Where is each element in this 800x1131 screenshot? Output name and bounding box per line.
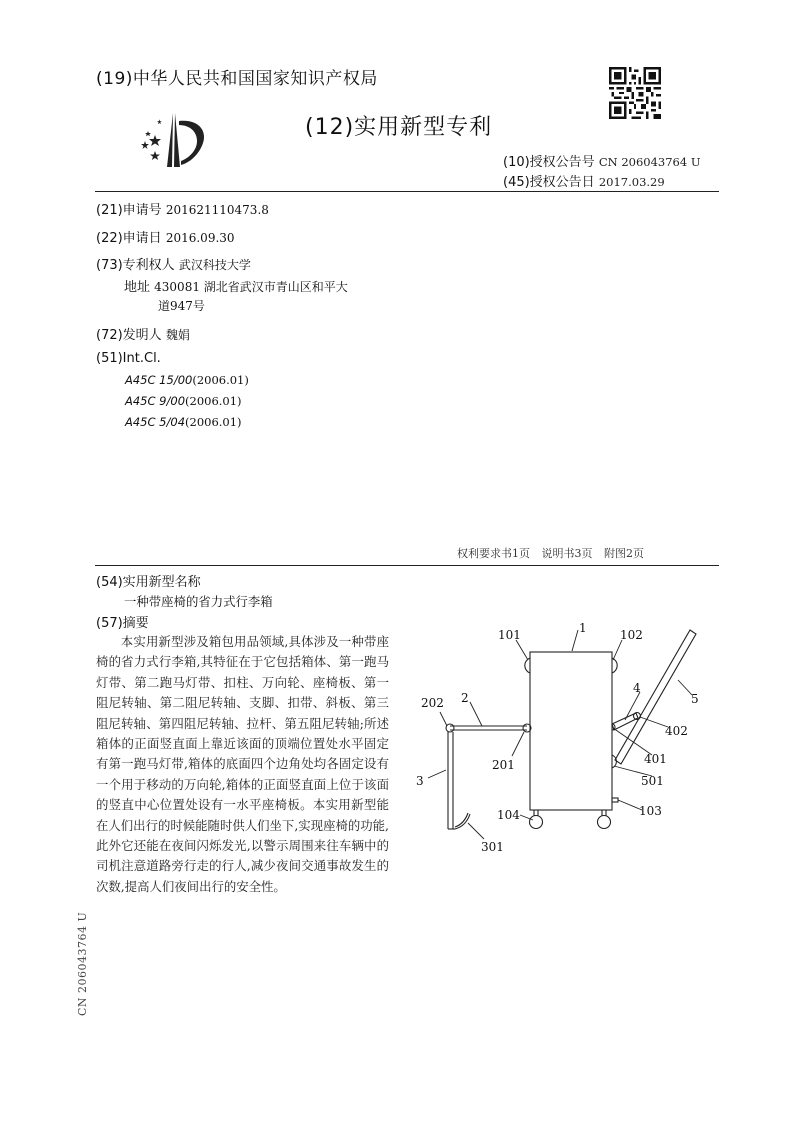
label-201: 201 xyxy=(492,758,515,772)
int-cl-code: A45C 5/04 xyxy=(125,415,186,429)
label-401: 401 xyxy=(644,752,667,766)
label-3: 3 xyxy=(416,774,424,788)
address-line-2: 道947号 xyxy=(158,299,205,313)
filing-date-label: (22)申请日 xyxy=(96,231,162,246)
publication-date-label: (45)授权公告日 xyxy=(503,175,595,190)
pull-handle xyxy=(615,630,696,764)
application-number-row xyxy=(96,199,269,218)
application-number-label: (21)申请号 xyxy=(96,203,162,218)
label-1: 1 xyxy=(579,621,587,635)
header-divider xyxy=(95,191,719,192)
luggage-box xyxy=(530,652,612,810)
abstract-label: (57)摘要 xyxy=(96,616,149,631)
application-number: 201621110473.8 xyxy=(165,203,269,217)
patentee: 武汉科技大学 xyxy=(178,258,251,272)
utility-model-title-text: 一种带座椅的省力式行李箱 xyxy=(124,594,273,609)
inventor-label: (72)发明人 xyxy=(96,328,162,343)
abstract-text: 本实用新型涉及箱包用品领域,具体涉及一种带座椅的省力式行李箱,其特征在于它包括箱体、第一跑马灯带、第二跑马灯带、扣柱、万向轮、座椅板、第一阻尼转轴、第二阻尼转轴、支脚、扣带、斜板、第三阻尼转轴、第四阻尼转轴、拉杆、第五阻尼转轴;所述箱体的正面竖直面上靠近该面的顶端位置处水平固定有第一跑马灯带,箱体的底面四个边角处均各固定设有一个用于移动的万向轮,箱体的正面竖直面上位于该面的竖直中心位置处设有一水平座椅板。本实用新型能在人们出行的时候能随时供人们坐下,实现座椅的功能,此外它还能在夜间闪烁发光,以警示周围来往车辆中的司机注意道路旁行走的行人,减少夜间交通事故发生的次数,提高人们夜间出行的安全性。 xyxy=(96,634,389,894)
inventor-row xyxy=(96,324,190,343)
publication-number-row xyxy=(503,151,701,170)
int-cl-code: A45C 15/00 xyxy=(125,373,193,387)
label-2: 2 xyxy=(461,691,469,705)
hinge-202 xyxy=(446,724,454,732)
wheel-left xyxy=(530,816,543,829)
filing-date: 2016.09.30 xyxy=(165,231,235,245)
publication-number: CN 206043764 U xyxy=(598,155,701,169)
lamp-left xyxy=(525,658,530,673)
filing-date-row xyxy=(96,227,235,246)
int-cl-date: (2006.01) xyxy=(192,373,249,387)
int-cl-date: (2006.01) xyxy=(185,415,242,429)
int-cl-date: (2006.01) xyxy=(185,394,242,408)
label-103: 103 xyxy=(639,804,662,818)
publication-date: 2017.03.29 xyxy=(598,175,665,189)
int-cl-entry xyxy=(125,373,249,387)
label-402: 402 xyxy=(665,724,688,738)
document-type-title: (12)实用新型专利 xyxy=(305,115,493,140)
cnipa-logo-icon xyxy=(133,105,213,173)
lamp-right xyxy=(612,658,617,673)
label-101: 101 xyxy=(498,628,521,642)
label-4: 4 xyxy=(633,681,641,695)
label-5: 5 xyxy=(691,692,699,706)
title-label: (54)实用新型名称 xyxy=(96,575,201,590)
int-cl-entry xyxy=(125,394,242,408)
int-cl-label: (51)Int.Cl. xyxy=(96,351,161,366)
patent-office-name: (19)中华人民共和国国家知识产权局 xyxy=(96,69,378,89)
publication-number-label: (10)授权公告号 xyxy=(503,155,595,170)
label-102: 102 xyxy=(620,628,643,642)
label-104: 104 xyxy=(497,808,520,822)
wheel-right xyxy=(598,816,611,829)
publication-date-row xyxy=(503,171,665,190)
address-row xyxy=(124,276,348,295)
strap-arc-inner xyxy=(455,813,468,827)
qr-code-icon xyxy=(609,67,661,119)
label-202: 202 xyxy=(421,696,444,710)
address-line-1: 430081 湖北省武汉市青山区和平大 xyxy=(154,280,348,294)
section-divider xyxy=(95,565,719,566)
inventor: 魏娟 xyxy=(165,328,190,342)
address-line-2-row xyxy=(158,297,205,314)
patentee-row xyxy=(96,254,251,273)
utility-model-title xyxy=(124,592,273,610)
patentee-label: (73)专利权人 xyxy=(96,258,175,273)
side-publication-number: CN 206043764 U xyxy=(76,911,89,1016)
abstract-figure xyxy=(410,608,720,860)
address-label: 地址 xyxy=(124,280,151,295)
int-cl-code: A45C 9/00 xyxy=(125,394,186,408)
label-301: 301 xyxy=(481,840,504,854)
int-cl-entry xyxy=(125,415,242,429)
page-counts: 权利要求书1页 说明书3页 附图2页 xyxy=(457,547,644,560)
post-103 xyxy=(612,798,618,802)
label-501: 501 xyxy=(641,774,664,788)
